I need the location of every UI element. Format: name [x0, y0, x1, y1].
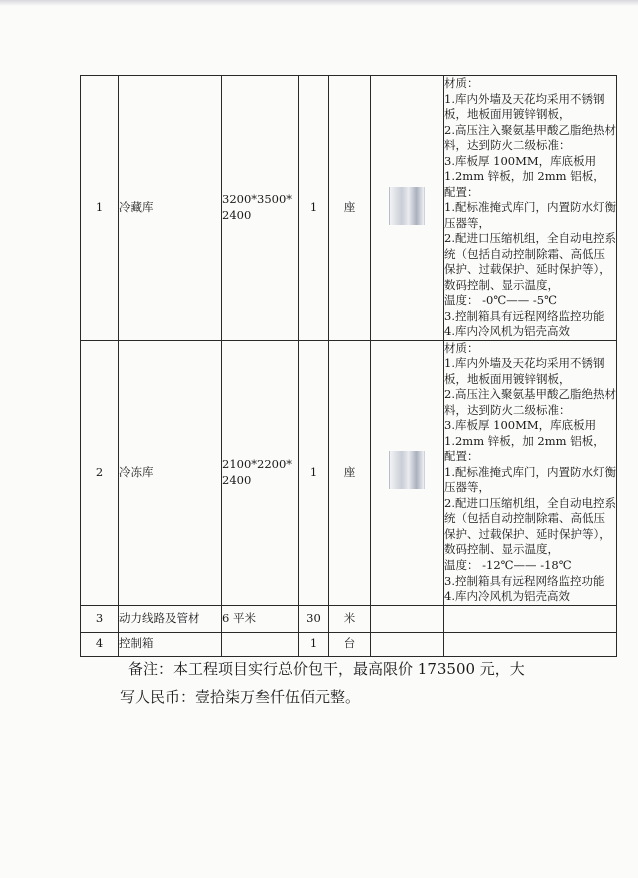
- desc-line: 3.库板厚 100MM，库底板用 1.2mm 锌板，加 2mm 铝板，: [444, 153, 605, 184]
- item-photo-cell: [371, 340, 444, 605]
- row-number: 4: [81, 632, 119, 656]
- freezer-room-photo: [389, 451, 425, 489]
- desc-line: 4.库内冷风机为铝壳高效: [444, 589, 570, 604]
- item-name: 动力线路及管材: [119, 605, 222, 632]
- item-photo-cell: [371, 76, 444, 341]
- item-description: [444, 340, 617, 605]
- table-row: [81, 76, 617, 341]
- desc-line: 3.控制箱具有远程网络监控功能: [444, 573, 605, 588]
- remarks-line-2: 写人民币：壹拾柒万叁仟伍佰元整。: [120, 688, 361, 706]
- item-size: 2100*2200*2400: [222, 340, 299, 605]
- row-number: 1: [81, 76, 119, 341]
- item-unit: 米: [329, 605, 371, 632]
- row-number: 2: [81, 340, 119, 605]
- item-quantity: 1: [299, 632, 329, 656]
- desc-line: 配置：: [444, 184, 479, 199]
- item-name: 冷藏库: [119, 76, 222, 341]
- item-name: 冷冻库: [119, 340, 222, 605]
- desc-line: 1.库内外墙及天花均采用不锈钢板，地板面用镀锌钢板，: [444, 91, 605, 122]
- desc-line: 配置：: [444, 449, 479, 464]
- table-row: [81, 340, 617, 605]
- cold-room-photo: [389, 187, 425, 225]
- desc-line: 3.库板厚 100MM，库底板用 1.2mm 锌板，加 2mm 铝板，: [444, 418, 605, 448]
- item-unit: 台: [329, 632, 371, 656]
- item-description: [444, 76, 617, 341]
- item-quantity: 1: [299, 340, 329, 605]
- item-size: 6 平米: [222, 605, 299, 632]
- item-quantity: 30: [299, 605, 329, 632]
- item-name: 控制箱: [119, 632, 222, 656]
- table-row: [81, 632, 617, 656]
- desc-line: 1.配标准掩式库门，内置防水灯衡压器等，: [444, 464, 616, 495]
- desc-line: 2.高压注入聚氨基甲酸乙脂绝热材料，达到防火二级标准：: [444, 387, 616, 417]
- desc-line: 3.控制箱具有远程网络监控功能: [444, 308, 605, 323]
- table-row: [81, 605, 617, 632]
- item-description: [444, 605, 617, 632]
- row-number: 3: [81, 605, 119, 632]
- remarks-note: [120, 655, 598, 711]
- desc-line: 材质：: [444, 76, 479, 90]
- desc-line: 2.高压注入聚氨基甲酸乙脂绝热材料，达到防火二级标准：: [444, 122, 616, 153]
- item-photo-cell: [371, 605, 444, 632]
- item-description: [444, 632, 617, 656]
- desc-line: 4.库内冷风机为铝壳高效: [444, 324, 570, 339]
- item-quantity: 1: [299, 76, 329, 341]
- item-unit: 座: [329, 76, 371, 341]
- equipment-table: [80, 75, 617, 657]
- desc-line: 温度： -0℃—— -5℃: [444, 293, 557, 308]
- desc-line: 温度： -12℃—— -18℃: [444, 557, 572, 572]
- desc-line: 2.配进口压缩机组，全自动电控系统（包括自动控制除霜、高低压保护、过载保护、延时保护等），数码控制、显示温度，: [444, 495, 616, 557]
- item-size: 3200*3500*2400: [222, 76, 299, 341]
- desc-line: 材质：: [444, 340, 479, 355]
- desc-line: 1.库内外墙及天花均采用不锈钢板，地板面用镀锌钢板，: [444, 356, 605, 386]
- item-unit: 座: [329, 340, 371, 605]
- desc-line: 1.配标准掩式库门，内置防水灯衡压器等，: [444, 200, 616, 230]
- page-top-edge: [0, 0, 638, 6]
- desc-line: 2.配进口压缩机组，全自动电控系统（包括自动控制除霜、高低压保护、过载保护、延时保护等），数码控制、显示温度，: [444, 231, 616, 292]
- item-photo-cell: [371, 632, 444, 656]
- item-size: [222, 632, 299, 656]
- remarks-line-1: 备注：本工程项目实行总价包干，最高限价 173500 元，大: [128, 660, 525, 678]
